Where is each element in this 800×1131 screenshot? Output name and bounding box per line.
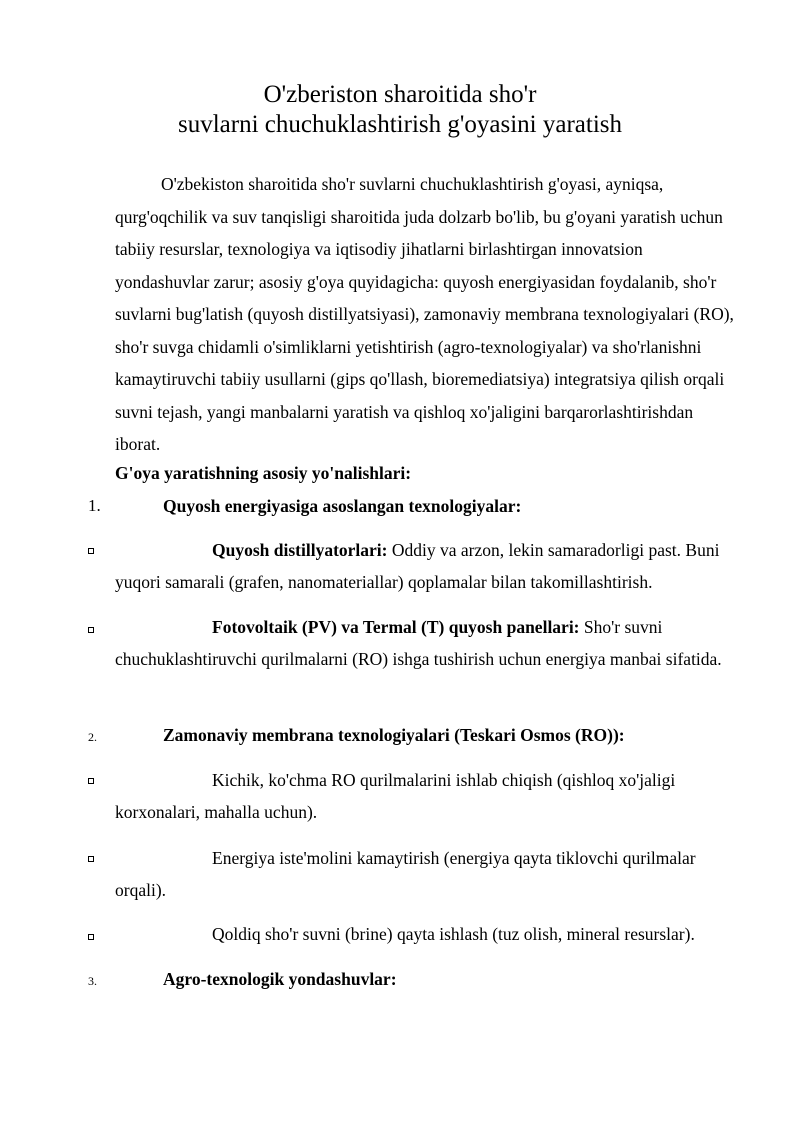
item-text: Kichik, ko'chma RO qurilmalarini ishlab chiqish (qishloq xo'jaligi korxonalari, mahalla uchun). [115,770,676,822]
bullet-icon [88,548,94,554]
bullet-icon [88,778,94,784]
item-bold-label: Quyosh distillyatorlari: [212,540,388,560]
section-number: 3. [88,974,97,988]
title-line-1: O'zberiston sharoitida sho'r [263,81,537,108]
section-number: 2. [88,730,97,744]
list-item [115,842,745,906]
main-heading: G'oya yaratishning asosiy yo'nalishlari: [115,463,412,483]
section-title: Agro-texnologik yondashuvlar: [163,969,397,989]
intro-paragraph [115,168,740,461]
item-text: Sho'r suvni chuchuklashtiruvchi qurilmalarni (RO) ishga tushirish uchun energiya manbai sifatida. [115,617,722,669]
intro-text: O'zbekiston sharoitida sho'r suvlarni chuchuklashtirish g'oyasi, ayniqsa, qurg'oqchilik va suv tanqisligi sharoitida juda dolzarb bo'lib, bu g'oyani yaratish uchun tabiiy resurslar, texnologiya va iqtisodiy jihatlarni birlashtirgan innovatsion yondashuvlar zarur; asosiy g'oya quyidagicha: quyosh energiyasidan foydalanib, sho'r suvlarni bug'latish (quyosh distillyatsiyasi), zamonaviy membrana texnologiyalari (RO), sho'r suvga chidamli o'simliklarni yetishtirish (agro-texnologiyalar) va sho'rlanishni kamaytiruvchi tabiiy usullarni (gips qo'llash, bioremediatsiya) integratsiya qilish orqali suvni tejash, yangi manbalarni yaratish va qishloq xo'jaligini barqarorlashtirishdan iborat. [115,174,734,454]
list-item [115,534,745,598]
document-title [0,80,800,140]
title-line-2: suvlarni chuchuklashtirish g'oyasini yaratish [177,111,622,138]
item-bold-label: Fotovoltaik (PV) va Termal (T) quyosh panellari: [212,617,580,637]
item-text: Qoldiq sho'r suvni (brine) qayta ishlash (tuz olish, mineral resurslar). [212,924,695,944]
bullet-icon [88,856,94,862]
list-item [115,764,745,828]
item-text: Energiya iste'molini kamaytirish (energiya qayta tiklovchi qurilmalar orqali). [115,848,696,900]
section-title: Quyosh energiyasiga asoslangan texnologiyalar: [163,496,522,516]
item-text: Oddiy va arzon, lekin samaradorligi past. Buni yuqori samarali (grafen, nanomateriallar) qoplamalar bilan takomillashtirish. [115,540,720,592]
bullet-icon [88,627,94,633]
list-item [115,918,745,950]
list-item [115,611,745,675]
section-title: Zamonaviy membrana texnologiyalari (Teskari Osmos (RO)): [163,725,625,745]
section-number: 1. [88,496,101,515]
bullet-icon [88,934,94,940]
